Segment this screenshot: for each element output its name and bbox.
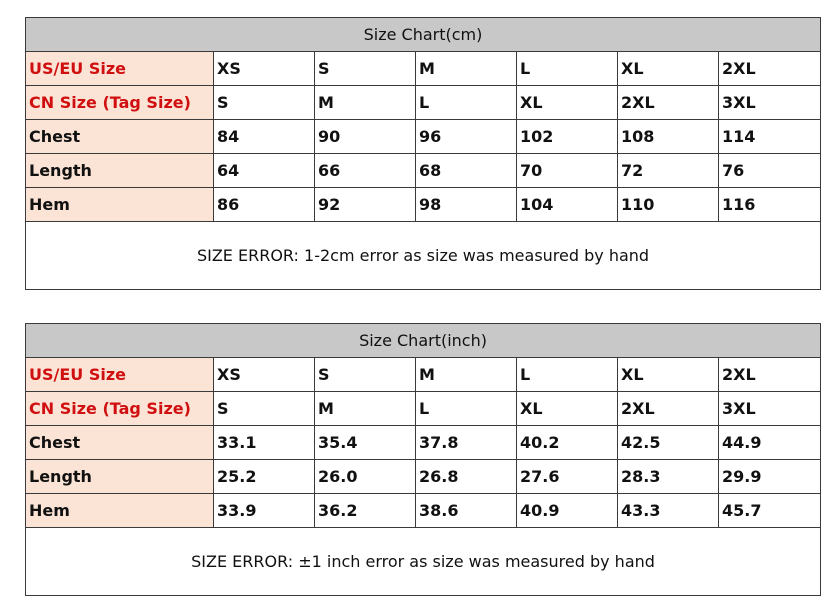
table-cell: 36.2 <box>315 494 416 528</box>
us-eu-size-row <box>26 52 821 86</box>
table-cell: M <box>315 86 416 120</box>
note-row <box>26 528 821 596</box>
chest-row <box>26 426 821 460</box>
table-cell: L <box>416 392 517 426</box>
table-cell: S <box>214 392 315 426</box>
table-cell: XS <box>214 358 315 392</box>
table-cell: 33.9 <box>214 494 315 528</box>
table-cell: 116 <box>719 188 821 222</box>
length-row <box>26 154 821 188</box>
table-cell: 96 <box>416 120 517 154</box>
table-cell: 29.9 <box>719 460 821 494</box>
table-cell: 37.8 <box>416 426 517 460</box>
table-cell: 66 <box>315 154 416 188</box>
chest-row <box>26 120 821 154</box>
table-cell: 44.9 <box>719 426 821 460</box>
table-cell: 70 <box>517 154 618 188</box>
row-label: CN Size (Tag Size) <box>26 86 214 120</box>
table-cell: 45.7 <box>719 494 821 528</box>
cn-size-row <box>26 86 821 120</box>
table-cell: 72 <box>618 154 719 188</box>
hem-row <box>26 188 821 222</box>
row-label: Chest <box>26 426 214 460</box>
table-cell: S <box>315 52 416 86</box>
table-cell: 76 <box>719 154 821 188</box>
table-cell: 2XL <box>719 358 821 392</box>
row-label: Length <box>26 460 214 494</box>
table-cell: XS <box>214 52 315 86</box>
table-cell: M <box>416 52 517 86</box>
size-chart-cm-table <box>25 17 821 290</box>
table-cell: 2XL <box>618 392 719 426</box>
table-cell: 33.1 <box>214 426 315 460</box>
table-cell: 114 <box>719 120 821 154</box>
table-cell: 108 <box>618 120 719 154</box>
table-cell: XL <box>618 358 719 392</box>
table-cell: 43.3 <box>618 494 719 528</box>
table-cell: 25.2 <box>214 460 315 494</box>
row-label: US/EU Size <box>26 358 214 392</box>
row-label: Hem <box>26 188 214 222</box>
table-cell: 90 <box>315 120 416 154</box>
table-cell: 98 <box>416 188 517 222</box>
row-label: Chest <box>26 120 214 154</box>
table-cell: XL <box>517 86 618 120</box>
table-title-row <box>26 18 821 52</box>
table-cell: 40.9 <box>517 494 618 528</box>
cn-size-row <box>26 392 821 426</box>
table-cell: 92 <box>315 188 416 222</box>
table-cell: 3XL <box>719 392 821 426</box>
table-cell: 26.8 <box>416 460 517 494</box>
table-cell: XL <box>517 392 618 426</box>
hem-row <box>26 494 821 528</box>
table-cell: S <box>214 86 315 120</box>
table-cell: L <box>416 86 517 120</box>
table-cell: 2XL <box>618 86 719 120</box>
table-cell: 28.3 <box>618 460 719 494</box>
table-title-row <box>26 324 821 358</box>
table-cell: 84 <box>214 120 315 154</box>
row-label: Hem <box>26 494 214 528</box>
row-label: CN Size (Tag Size) <box>26 392 214 426</box>
table-title: Size Chart(inch) <box>26 324 821 358</box>
table-cell: M <box>315 392 416 426</box>
us-eu-size-row <box>26 358 821 392</box>
table-cell: 40.2 <box>517 426 618 460</box>
table-cell: 35.4 <box>315 426 416 460</box>
table-cell: 3XL <box>719 86 821 120</box>
table-cell: L <box>517 358 618 392</box>
table-cell: L <box>517 52 618 86</box>
table-cell: 102 <box>517 120 618 154</box>
table-cell: XL <box>618 52 719 86</box>
row-label: US/EU Size <box>26 52 214 86</box>
table-cell: 38.6 <box>416 494 517 528</box>
table-cell: 104 <box>517 188 618 222</box>
table-cell: 42.5 <box>618 426 719 460</box>
table-cell: 64 <box>214 154 315 188</box>
note-row <box>26 222 821 290</box>
table-title: Size Chart(cm) <box>26 18 821 52</box>
table-cell: 110 <box>618 188 719 222</box>
size-chart-inch-table <box>25 323 821 596</box>
table-cell: 68 <box>416 154 517 188</box>
table-cell: 2XL <box>719 52 821 86</box>
table-cell: S <box>315 358 416 392</box>
table-cell: 26.0 <box>315 460 416 494</box>
table-cell: 27.6 <box>517 460 618 494</box>
size-error-note: SIZE ERROR: ±1 inch error as size was measured by hand <box>26 528 821 596</box>
size-error-note: SIZE ERROR: 1-2cm error as size was measured by hand <box>26 222 821 290</box>
table-cell: 86 <box>214 188 315 222</box>
row-label: Length <box>26 154 214 188</box>
length-row <box>26 460 821 494</box>
table-cell: M <box>416 358 517 392</box>
